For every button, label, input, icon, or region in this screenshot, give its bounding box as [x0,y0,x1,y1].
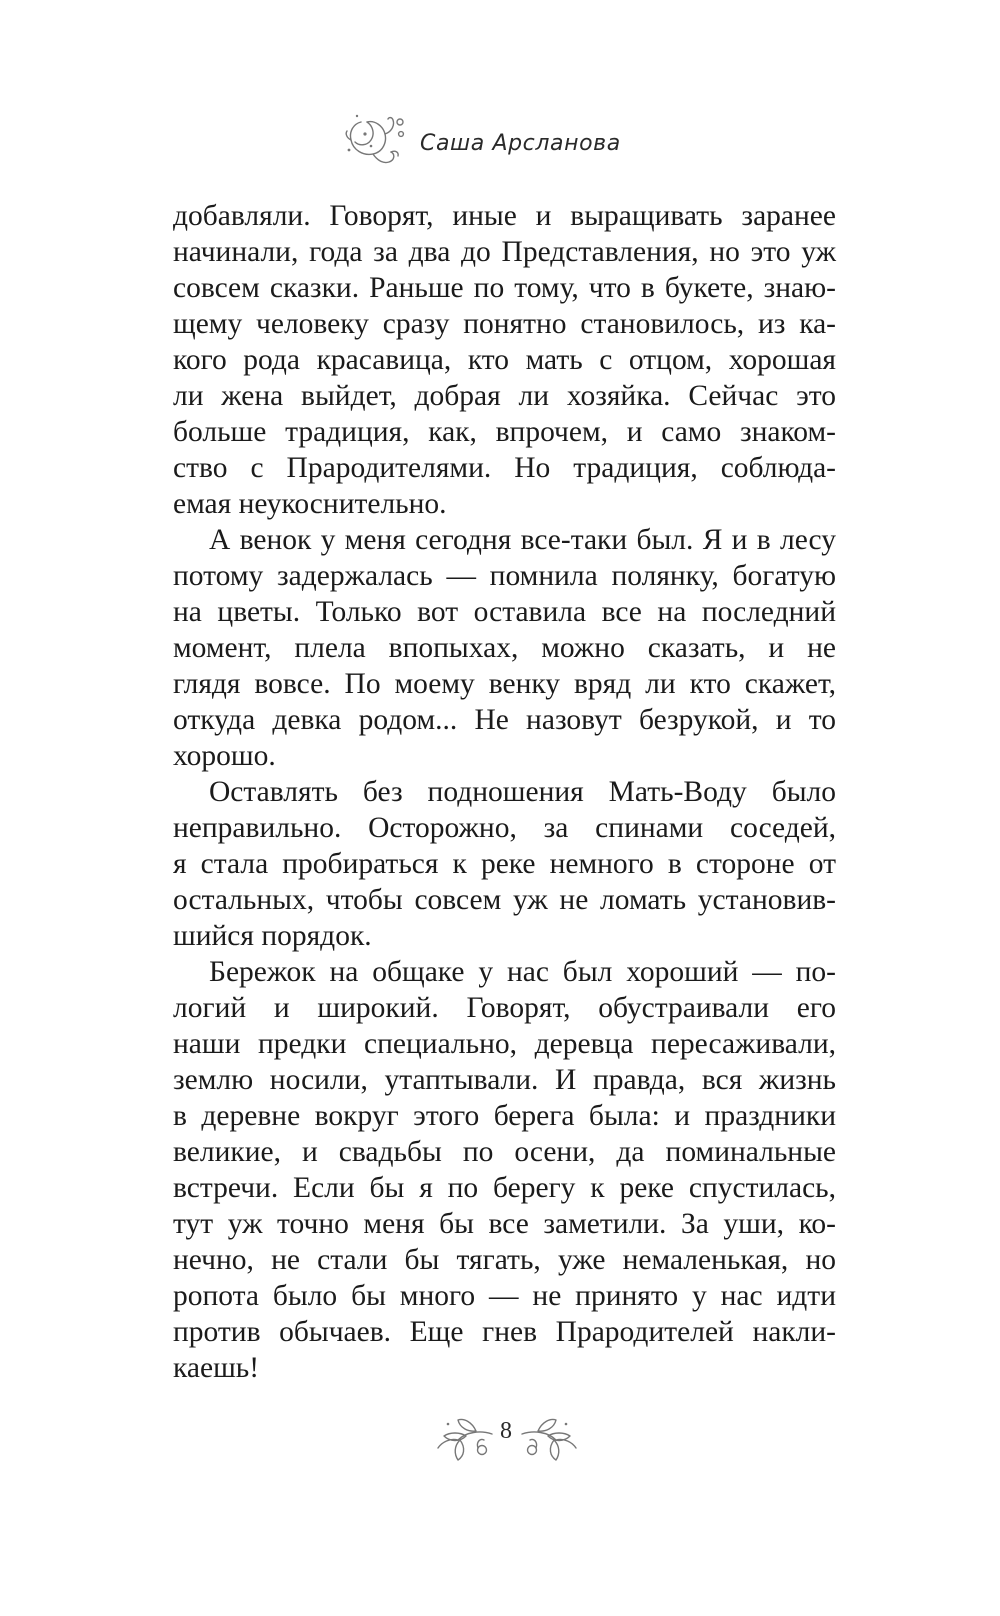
text-line: ство с Прародителями. Но традиция, соблюда- [173,452,836,484]
text-line: начинали, года за два до Представления, но это уж [173,236,836,268]
text-line: неправильно. Осторожно, за спинами соседей, [173,812,836,844]
text-line: ли жена выйдет, добрая ли хозяйка. Сейчас это [173,380,836,412]
text-line: совсем сказки. Раньше по тому, что в букете, знаю- [173,272,836,304]
text-line: я стала пробираться к реке немного в стороне от [173,848,836,880]
text-line: щему человеку сразу понятно становилось, из ка- [173,308,836,340]
text-line: кого рода красавица, кто мать с отцом, хорошая [173,344,836,376]
text-line: логий и широкий. Говорят, обустраивали его [173,992,836,1024]
text-line: Бережок на общаке у нас был хороший — по- [209,956,836,988]
page-number: 8 [500,1418,512,1444]
text-line: землю носили, утаптывали. И правда, вся жизнь [173,1064,836,1096]
running-header-author: Саша Арсланова [420,131,621,156]
text-line: против обычаев. Еще гнев Прародителей накли- [173,1316,836,1348]
text-line: А венок у меня сегодня все-таки был. Я и в лесу [209,524,836,556]
text-line: нечно, не стали бы тягать, уже немаленькая, но [173,1244,836,1276]
text-line: хорошо. [173,740,276,772]
text-line: в деревне вокруг этого берега была: и праздники [173,1100,836,1132]
text-line: потому задержалась — помнила полянку, богатую [173,560,836,592]
text-line: великие, и свадьбы по осени, да поминальные [173,1136,836,1168]
text-line: на цветы. Только вот оставила все на последний [173,596,836,628]
text-line: момент, плела впопыхах, можно сказать, и не [173,632,836,664]
text-line: добавляли. Говорят, иные и выращивать заранее [173,200,836,232]
text-line: емая неукоснительно. [173,488,447,520]
text-line: наши предки специально, деревца пересаживали, [173,1028,836,1060]
text-line: тут уж точно меня бы все заметили. За уши, ко- [173,1208,836,1240]
text-line: шийся порядок. [173,920,372,952]
moon-flourish-icon [343,108,415,174]
text-line: остальных, чтобы совсем уж не ломать установив- [173,884,836,916]
text-line: встречи. Если бы я по берегу к реке спустилась, [173,1172,836,1204]
text-line: глядя вовсе. По моему венку вряд ли кто скажет, [173,668,836,700]
text-line: Оставлять без подношения Мать-Воду было [209,776,836,808]
text-line: ропота было бы много — не принято у нас идти [173,1280,836,1312]
leaf-sprig-icon [436,1410,494,1464]
text-line: каешь! [173,1352,260,1384]
text-line: откуда девка родом... Не назовут безрукой, и то [173,704,836,736]
text-line: больше традиция, как, впрочем, и само знаком- [173,416,836,448]
leaf-sprig-icon [520,1410,578,1464]
